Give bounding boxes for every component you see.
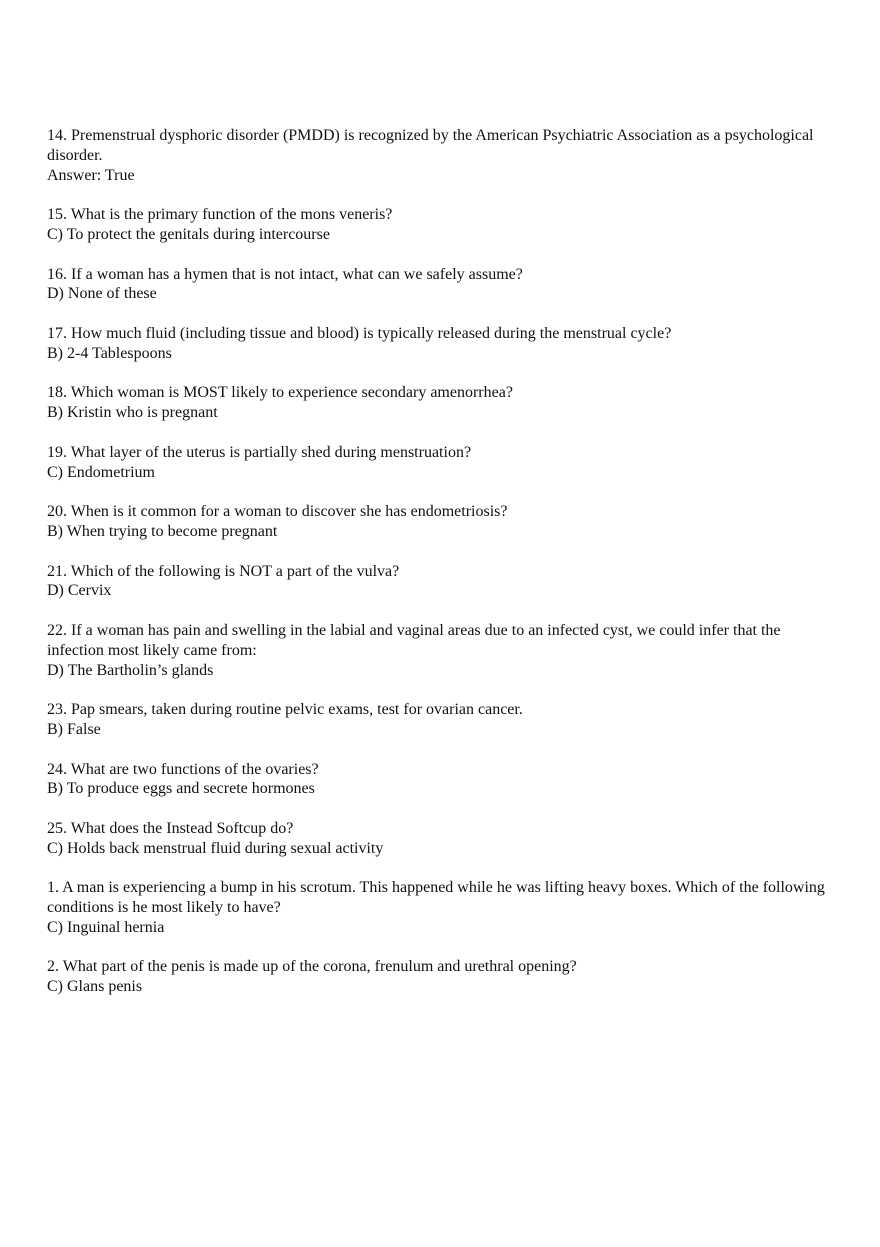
qa-item-15 [47,205,837,245]
qa-item-1 [47,878,837,937]
answer-text: B) 2-4 Tablespoons [47,344,172,362]
qa-item-18 [47,383,837,423]
qa-item-23 [47,700,837,740]
answer-text: C) Glans penis [47,978,143,996]
question-text: 23. Pap smears, taken during routine pelvic exams, test for ovarian cancer. [47,701,523,719]
answer-text: C) To protect the genitals during intercourse [47,225,330,243]
question-text: 21. Which of the following is NOT a part of the vulva? [47,562,400,580]
answer-text: D) None of these [47,285,157,303]
answer-text: B) Kristin who is pregnant [47,404,218,422]
qa-item-20 [47,502,837,542]
answer-text: D) Cervix [47,582,112,600]
qa-item-22 [47,621,837,680]
qa-item-14 [47,126,837,185]
question-text: 1. A man is experiencing a bump in his scrotum. This happened while he was lifting heavy boxes. Which of the following conditions is he most likely to have? [47,879,825,917]
question-text: 19. What layer of the uterus is partially shed during menstruation? [47,443,472,461]
answer-text: D) The Bartholin’s glands [47,661,214,679]
qa-item-24 [47,760,837,800]
qa-item-2 [47,957,837,997]
qa-item-21 [47,562,837,602]
answer-text: Answer: True [47,166,135,184]
question-text: 20. When is it common for a woman to discover she has endometriosis? [47,503,508,521]
qa-item-19 [47,443,837,483]
question-text: 17. How much fluid (including tissue and blood) is typically released during the menstrual cycle? [47,324,672,342]
question-text: 18. Which woman is MOST likely to experience secondary amenorrhea? [47,384,513,402]
question-text: 16. If a woman has a hymen that is not intact, what can we safely assume? [47,265,523,283]
question-text: 2. What part of the penis is made up of the corona, frenulum and urethral opening? [47,958,577,976]
qa-item-25 [47,819,837,859]
question-text: 24. What are two functions of the ovaries? [47,760,319,778]
answer-text: B) To produce eggs and secrete hormones [47,780,315,798]
qa-list [47,126,837,1017]
qa-item-16 [47,265,837,305]
qa-item-17 [47,324,837,364]
answer-text: C) Inguinal hernia [47,918,165,936]
answer-text: C) Holds back menstrual fluid during sexual activity [47,839,384,857]
question-text: 15. What is the primary function of the mons veneris? [47,206,393,224]
answer-text: B) When trying to become pregnant [47,522,278,540]
question-text: 22. If a woman has pain and swelling in the labial and vaginal areas due to an infected cyst, we could infer that the infection most likely came from: [47,621,781,659]
answer-text: C) Endometrium [47,463,155,481]
question-text: 25. What does the Instead Softcup do? [47,819,294,837]
answer-text: B) False [47,720,101,738]
question-text: 14. Premenstrual dysphoric disorder (PMDD) is recognized by the American Psychiatric Association as a psychological disorder. [47,127,814,164]
